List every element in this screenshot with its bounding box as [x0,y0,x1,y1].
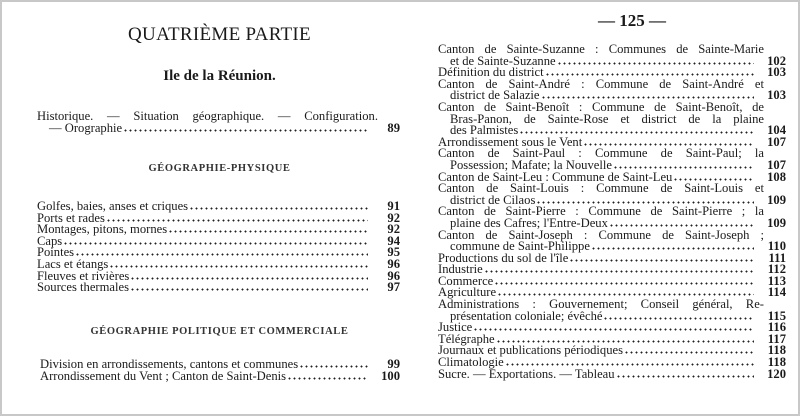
toc-entry-line [37,233,400,248]
toc-entry-text: Industrie [438,262,483,277]
toc-entry [438,250,786,265]
dot-leader [109,265,368,268]
dot-leader [613,166,754,169]
toc-page-number: 109 [767,192,786,207]
toc-entry-text: Arrondissement sous le Vent [438,134,583,149]
toc-page-number: 118 [767,343,786,358]
part-title: QUATRIÈME PARTIE [128,24,311,45]
toc-entry-text: Lacs et étangs [37,256,109,271]
toc-right-list [438,44,786,380]
toc-entry-text: Historique. — Situation géographique. — Configuration. [37,109,378,123]
toc-page-number: 114 [767,285,786,300]
toc-entry-line [37,282,400,294]
section-heading-physique: GÉOGRAPHIE-PHYSIQUE [148,163,291,174]
dot-leader [496,340,754,343]
toc-entry [37,111,400,134]
toc-intro-list [37,111,400,134]
toc-entry-text: Bras-Panon, de Sainte-Rose et district de la plaine [450,111,764,126]
toc-entry-text: Pointes [37,245,75,260]
toc-page-number: 112 [767,262,786,277]
dot-leader [473,328,754,331]
dot-leader [123,129,368,132]
toc-page-number: 117 [767,331,786,346]
dot-leader [591,247,754,250]
dot-leader [583,143,754,146]
toc-entry [40,368,400,383]
toc-entry-text: Définition du district [438,65,544,80]
toc-page-number: 89 [387,120,400,135]
toc-entry [438,76,786,103]
dot-leader [168,230,368,233]
dot-leader [519,131,754,134]
dot-leader [130,288,368,291]
toc-entry [37,224,400,236]
toc-page-number: 104 [767,123,786,138]
toc-entry-text: Canton de Saint-Louis : Commune de Saint-Louis et [438,181,764,196]
toc-entry-text: Golfes, baies, anses et criques [37,199,189,213]
section-heading-politique: GÉOGRAPHIE POLITIQUE ET COMMERCIALE [90,326,349,337]
toc-entry-text: Canton de Saint-Joseph : Commune de Saint-Joseph ; [438,227,764,242]
toc-page-number: 116 [767,320,786,335]
dot-leader [299,365,368,368]
toc-entry-text: commune de Saint-Philippe [450,239,590,254]
toc-page-number: 91 [387,199,400,213]
toc-entry-text: Canton de Saint-Benoît : Commune de Saint-Benoît, de [438,99,764,114]
toc-entry [438,206,786,229]
dot-leader [609,224,754,227]
toc-entry-text: district de Cilaos [450,192,536,207]
dot-leader [484,270,754,273]
toc-entry-text: Montages, pitons, mornes [37,222,168,237]
toc-entry-text: Climatologie [438,355,504,370]
toc-entry-text: Canton de Saint-Leu : Commune de Saint-Leu [438,169,673,184]
chapter-title: Ile de la Réunion. [163,68,276,84]
dot-leader [287,377,368,380]
toc-entry-text: Division en arrondissements, cantons et communes [40,357,299,371]
toc-page-number: 99 [387,357,400,371]
toc-page-number: 103 [767,65,786,80]
dot-leader [545,73,754,76]
toc-page-number: 94 [387,233,400,248]
toc-page-number: 92 [387,222,400,237]
toc-entry-text: Administrations : Gouvernement; Conseil général, Re- [438,297,764,312]
toc-entry-line [37,120,400,135]
toc-entry-line [438,308,786,323]
toc-entry-text: Agriculture [438,285,497,300]
toc-page-number: 95 [387,245,400,260]
toc-entry-text: Possession; Mafate; la Nouvelle [450,157,612,172]
toc-entry [438,299,786,322]
dot-leader [616,375,754,378]
toc-page-number: 103 [767,88,786,103]
dot-leader [541,96,754,99]
dot-leader [536,201,754,204]
toc-entry-text: Télégraphe [438,331,495,346]
toc-entry-text: — Orographie [49,120,123,135]
toc-page-number: 109 [767,215,786,230]
toc-entry-text: Justice [438,320,473,335]
toc-politique-list [40,359,400,382]
toc-entry-text: Arrondissement du Vent ; Canton de Saint-Denis [40,368,287,383]
toc-page-number: 100 [381,368,400,383]
toc-page-number: 97 [387,280,400,295]
toc-page-number: 110 [767,239,786,254]
toc-entry [438,366,786,381]
toc-page-number: 120 [767,366,786,381]
toc-page-number: 113 [767,273,786,288]
toc-entry-text: Canton de Sainte-Suzanne : Communes de Sainte-Marie [438,42,764,56]
dot-leader [673,178,754,181]
toc-entry-text: Canton de Saint-André : Commune de Saint-André et [438,76,764,91]
dot-leader [497,293,754,296]
toc-page-number: 111 [768,250,786,265]
toc-entry-text: Ports et rades [37,210,105,225]
toc-entry-line [40,368,400,383]
toc-entry-text: plaine des Cafres; l'Entre-Deux [450,215,608,230]
toc-entry-text: Fleuves et rivières [37,268,130,283]
dot-leader [505,363,754,366]
page-number: — 125 — [598,11,666,30]
toc-entry [438,227,786,254]
toc-page-number: 96 [387,268,400,283]
toc-entry [438,44,786,67]
toc-entry-text: Commerce [438,273,494,288]
toc-entry-line [37,224,400,236]
toc-entry-text: district de Salazie [450,88,540,103]
toc-entry-text: présentation coloniale; évêché [450,308,603,323]
dot-leader [569,259,754,262]
dot-leader [189,207,368,210]
toc-entry-text: Journaux et publications périodiques [438,343,624,358]
toc-entry [438,148,786,171]
toc-entry [37,233,400,248]
dot-leader [75,253,368,256]
toc-page-number: 107 [767,157,786,172]
toc-entry [438,183,786,206]
toc-page-number: 92 [387,210,400,225]
toc-entry-text: Canton de Saint-Paul : Commune de Saint-Paul; la [438,146,764,161]
toc-entry-text: des Palmistes [450,123,519,138]
toc-page-number: 118 [767,355,786,370]
toc-entry [438,99,786,138]
toc-entry-text: Caps [37,233,63,248]
toc-entry-text: Sources thermales [37,280,129,295]
toc-page-number: 102 [767,53,786,68]
toc-entry-line [438,366,786,381]
toc-physique-list [37,201,400,294]
toc-entry-text: et de Sainte-Suzanne [450,53,556,68]
dot-leader [130,277,368,280]
toc-page-number: 108 [767,169,786,184]
dot-leader [106,219,368,222]
toc-entry-line [438,250,786,265]
toc-page-number: 107 [767,134,786,149]
toc-page-number: 96 [387,256,400,271]
toc-entry-text: Canton de Saint-Pierre : Commune de Saint-Pierre ; la [438,204,764,219]
toc-entry-text: Sucre. — Exportations. — Tableau [438,366,615,381]
dot-leader [603,317,754,320]
dot-leader [63,242,368,245]
dot-leader [624,351,754,354]
toc-page-number: 115 [767,308,786,323]
dot-leader [557,62,754,65]
toc-entry-text: Productions du sol de l'île [438,250,569,265]
toc-entry [37,282,400,294]
dot-leader [494,282,754,285]
